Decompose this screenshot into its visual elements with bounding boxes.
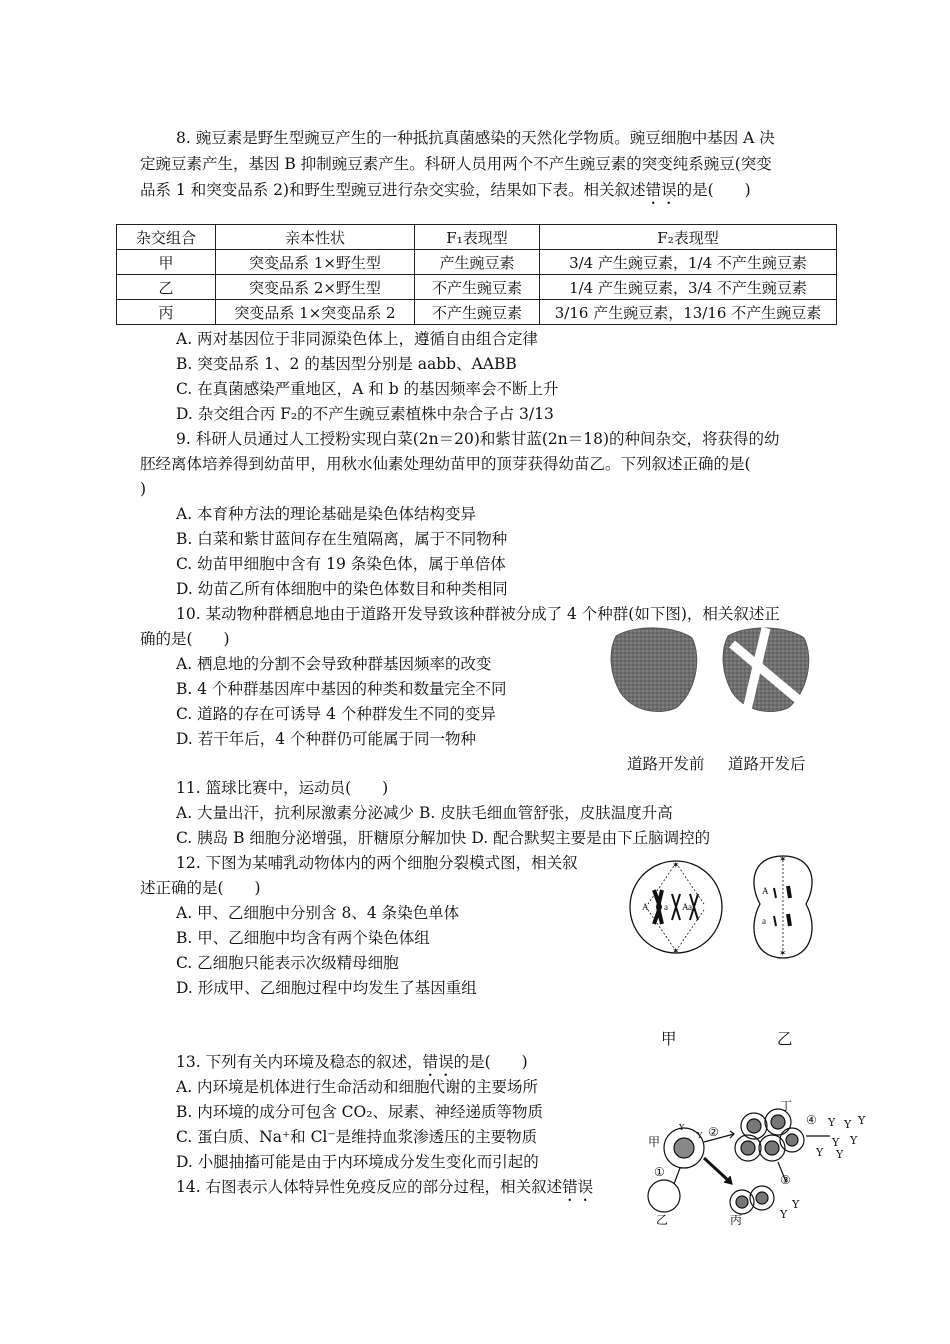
q8-option-c: C. 在真菌感染严重地区，A 和 b 的基因频率会不断上升: [176, 380, 559, 398]
q13-stem-part: 13. 下列有关内环境及稳态的叙述，: [176, 1053, 423, 1071]
label-step-1: ①: [654, 1165, 665, 1179]
gene-label: A: [682, 902, 689, 912]
q10-stem-line-2: 确的是( ): [140, 630, 230, 648]
table-row: [117, 275, 837, 300]
table-header: 亲本性状: [216, 225, 415, 250]
gene-label: A: [762, 886, 769, 896]
cell-ding-cluster: [735, 1109, 804, 1161]
cell-division-figure: [628, 852, 824, 962]
table-cell: 1/4 产生豌豆素，3/4 不产生豌豆素: [540, 275, 837, 300]
q9-option-a: A. 本育种方法的理论基础是染色体结构变异: [176, 505, 477, 523]
gene-labels-yi: [762, 886, 769, 926]
habitat-before-shape: [611, 628, 697, 712]
label-step-4: ④: [806, 1113, 817, 1127]
svg-text:✶: ✶: [779, 949, 787, 959]
svg-text:Y: Y: [828, 1116, 836, 1129]
q9-stem-line-3: ): [140, 480, 147, 498]
fig-label-jia: 甲: [661, 1030, 677, 1048]
label-step-2: ②: [708, 1125, 719, 1139]
svg-text:Y: Y: [679, 1123, 685, 1132]
gene-label: a: [762, 916, 766, 926]
gene-label: a: [664, 902, 668, 912]
label-ding: 丁: [780, 1099, 793, 1113]
svg-text:Y: Y: [697, 1131, 703, 1140]
q10-option-b: B. 4 个种群基因库中基因的种类和数量完全不同: [176, 680, 507, 698]
svg-text:Y: Y: [780, 1208, 788, 1221]
table-header: F₂表现型: [540, 225, 837, 250]
cell-yi-immune: [648, 1180, 680, 1212]
label-yi: 乙: [656, 1213, 669, 1226]
q14-emphasis-wrong: 错误: [562, 1178, 594, 1196]
svg-text:Y: Y: [832, 1136, 840, 1149]
q14-stem: [176, 1176, 593, 1205]
gene-label: a: [688, 902, 692, 912]
q8-option-d: D. 杂交组合丙 F₂的不产生豌豆素植株中杂合子占 3/13: [176, 405, 554, 423]
q8-stem-line-2: 定豌豆素产生，基因 B 抑制豌豆素产生。科研人员用两个不产生豌豆素的突变纯系豌豆(突变: [140, 155, 772, 173]
q9-stem-line-2: 胚经离体培养得到幼苗甲，用秋水仙素处理幼苗甲的顶芽获得幼苗乙。下列叙述正确的是(: [140, 455, 751, 473]
table-header-row: [117, 225, 837, 250]
cell-yi: [754, 855, 812, 959]
q9-option-d: D. 幼苗乙所有体细胞中的染色体数目和种类相同: [176, 580, 508, 598]
q8-stem-part: 品系 1 和突变品系 2)和野生型豌豆进行杂交实验，结果如下表。相关叙述: [140, 181, 646, 199]
q13-option-b: B. 内环境的成分可包含 CO₂、尿素、神经递质等物质: [176, 1103, 543, 1121]
gene-labels-jia: [642, 902, 692, 912]
fig-label-yi: 乙: [777, 1030, 793, 1048]
q8-stem-line-1: 8. 豌豆素是野生型豌豆产生的一种抵抗真菌感染的天然化学物质。豌豆细胞中基因 A 决: [176, 129, 775, 147]
q12-stem-line-1: 12. 下图为某哺乳动物体内的两个细胞分裂模式图，相关叙: [176, 854, 578, 872]
q14-stem-part: 14. 右图表示人体特异性免疫反应的部分过程，相关叙述: [176, 1178, 563, 1196]
antibody-icons: [779, 1114, 866, 1221]
q8-option-b: B. 突变品系 1、2 的基因型分别是 aabb、AABB: [176, 355, 517, 373]
q12-option-a: A. 甲、乙细胞中分别含 8、4 条染色单体: [176, 904, 460, 922]
q13-stem-end: 的是( ): [453, 1053, 528, 1071]
svg-text:Y: Y: [858, 1114, 866, 1127]
table-cell: 乙: [117, 275, 216, 300]
cell-jia-immune: [664, 1123, 704, 1168]
q11-options-ab: A. 大量出汗，抗利尿激素分泌减少 B. 皮肤毛细血管舒张，皮肤温度升高: [176, 804, 673, 822]
table-cell: 突变品系 2×野生型: [216, 275, 415, 300]
table-cell: 丙: [117, 300, 216, 325]
q13-option-c: C. 蛋白质、Na⁺和 Cl⁻是维持血浆渗透压的主要物质: [176, 1128, 538, 1146]
svg-text:Y: Y: [792, 1198, 800, 1211]
table-cell: 不产生豌豆素: [415, 275, 540, 300]
table-cell: 不产生豌豆素: [415, 300, 540, 325]
table-cell: 突变品系 1×野生型: [216, 250, 415, 275]
q8-table: [116, 224, 837, 325]
fig-caption-after: 道路开发后: [728, 755, 806, 773]
q8-option-a: A. 两对基因位于非同源染色体上，遵循自由组合定律: [176, 330, 539, 348]
q10-stem-line-1: 10. 某动物种群栖息地由于道路开发导致该种群被分成了 4 个种群(如下图)，相关叙述正: [176, 605, 780, 623]
q10-option-c: C. 道路的存在可诱导 4 个种群发生不同的变异: [176, 705, 496, 723]
svg-text:✶: ✶: [672, 947, 680, 957]
q12-option-b: B. 甲、乙细胞中均含有两个染色体组: [176, 929, 430, 947]
svg-text:Y: Y: [844, 1118, 852, 1131]
label-jia: 甲: [648, 1135, 661, 1149]
q13-option-d: D. 小腿抽搐可能是由于内环境成分发生变化而引起的: [176, 1153, 539, 1171]
table-header: F₁表现型: [415, 225, 540, 250]
label-step-3: ③: [780, 1173, 791, 1187]
q13-option-a: A. 内环境是机体进行生命活动和细胞代谢的主要场所: [176, 1078, 539, 1096]
gene-label: A: [642, 902, 649, 912]
q9-option-c: C. 幼苗甲细胞中含有 19 条染色体，属于单倍体: [176, 555, 506, 573]
habitat-figure: [606, 622, 818, 716]
q9-stem-line-1: 9. 科研人员通过人工授粉实现白菜(2n＝20)和紫甘蓝(2n＝18)的种间杂交，将获得的幼: [176, 430, 780, 448]
fig-caption-before: 道路开发前: [627, 755, 705, 773]
table-row: [117, 300, 837, 325]
table-cell: 突变品系 1×突变品系 2: [216, 300, 415, 325]
svg-text:Y: Y: [836, 1148, 844, 1161]
q10-option-a: A. 栖息地的分割不会导致种群基因频率的改变: [176, 655, 492, 673]
svg-text:Y: Y: [850, 1134, 858, 1147]
cell-bing-cluster: [730, 1186, 774, 1214]
table-header: 杂交组合: [117, 225, 216, 250]
immune-response-figure: [630, 1098, 870, 1226]
q8-stem-line-3: [140, 179, 751, 208]
table-cell: 3/4 产生豌豆素，1/4 不产生豌豆素: [540, 250, 837, 275]
q12-option-c: C. 乙细胞只能表示次级精母细胞: [176, 954, 399, 972]
q9-option-b: B. 白菜和紫甘蓝间存在生殖隔离，属于不同物种: [176, 530, 508, 548]
table-cell: 甲: [117, 250, 216, 275]
label-bing: 丙: [730, 1213, 743, 1226]
q13-emphasis-wrong: 错误: [422, 1053, 454, 1071]
svg-text:✶: ✶: [672, 861, 680, 871]
q12-stem-line-2: 述正确的是( ): [140, 879, 261, 897]
q11-stem: 11. 篮球比赛中，运动员( ): [176, 779, 389, 797]
table-row: [117, 250, 837, 275]
svg-text:✶: ✶: [779, 855, 787, 865]
q10-option-d: D. 若干年后，4 个种群仍可能属于同一物种: [176, 730, 477, 748]
q12-option-d: D. 形成甲、乙细胞过程中均发生了基因重组: [176, 979, 477, 997]
habitat-after-shape: [723, 628, 809, 714]
svg-text:Y: Y: [816, 1146, 824, 1159]
q11-options-cd: C. 胰岛 B 细胞分泌增强，肝糖原分解加快 D. 配合默契主要是由下丘脑调控的: [176, 829, 711, 847]
arrow-1: [674, 1168, 680, 1184]
q8-emphasis-wrong: 错误: [645, 181, 677, 199]
table-cell: 产生豌豆素: [415, 250, 540, 275]
arrow-to-bing: [704, 1158, 730, 1182]
q8-stem-end: 的是( ): [676, 181, 751, 199]
table-cell: 3/16 产生豌豆素，13/16 不产生豌豆素: [540, 300, 837, 325]
